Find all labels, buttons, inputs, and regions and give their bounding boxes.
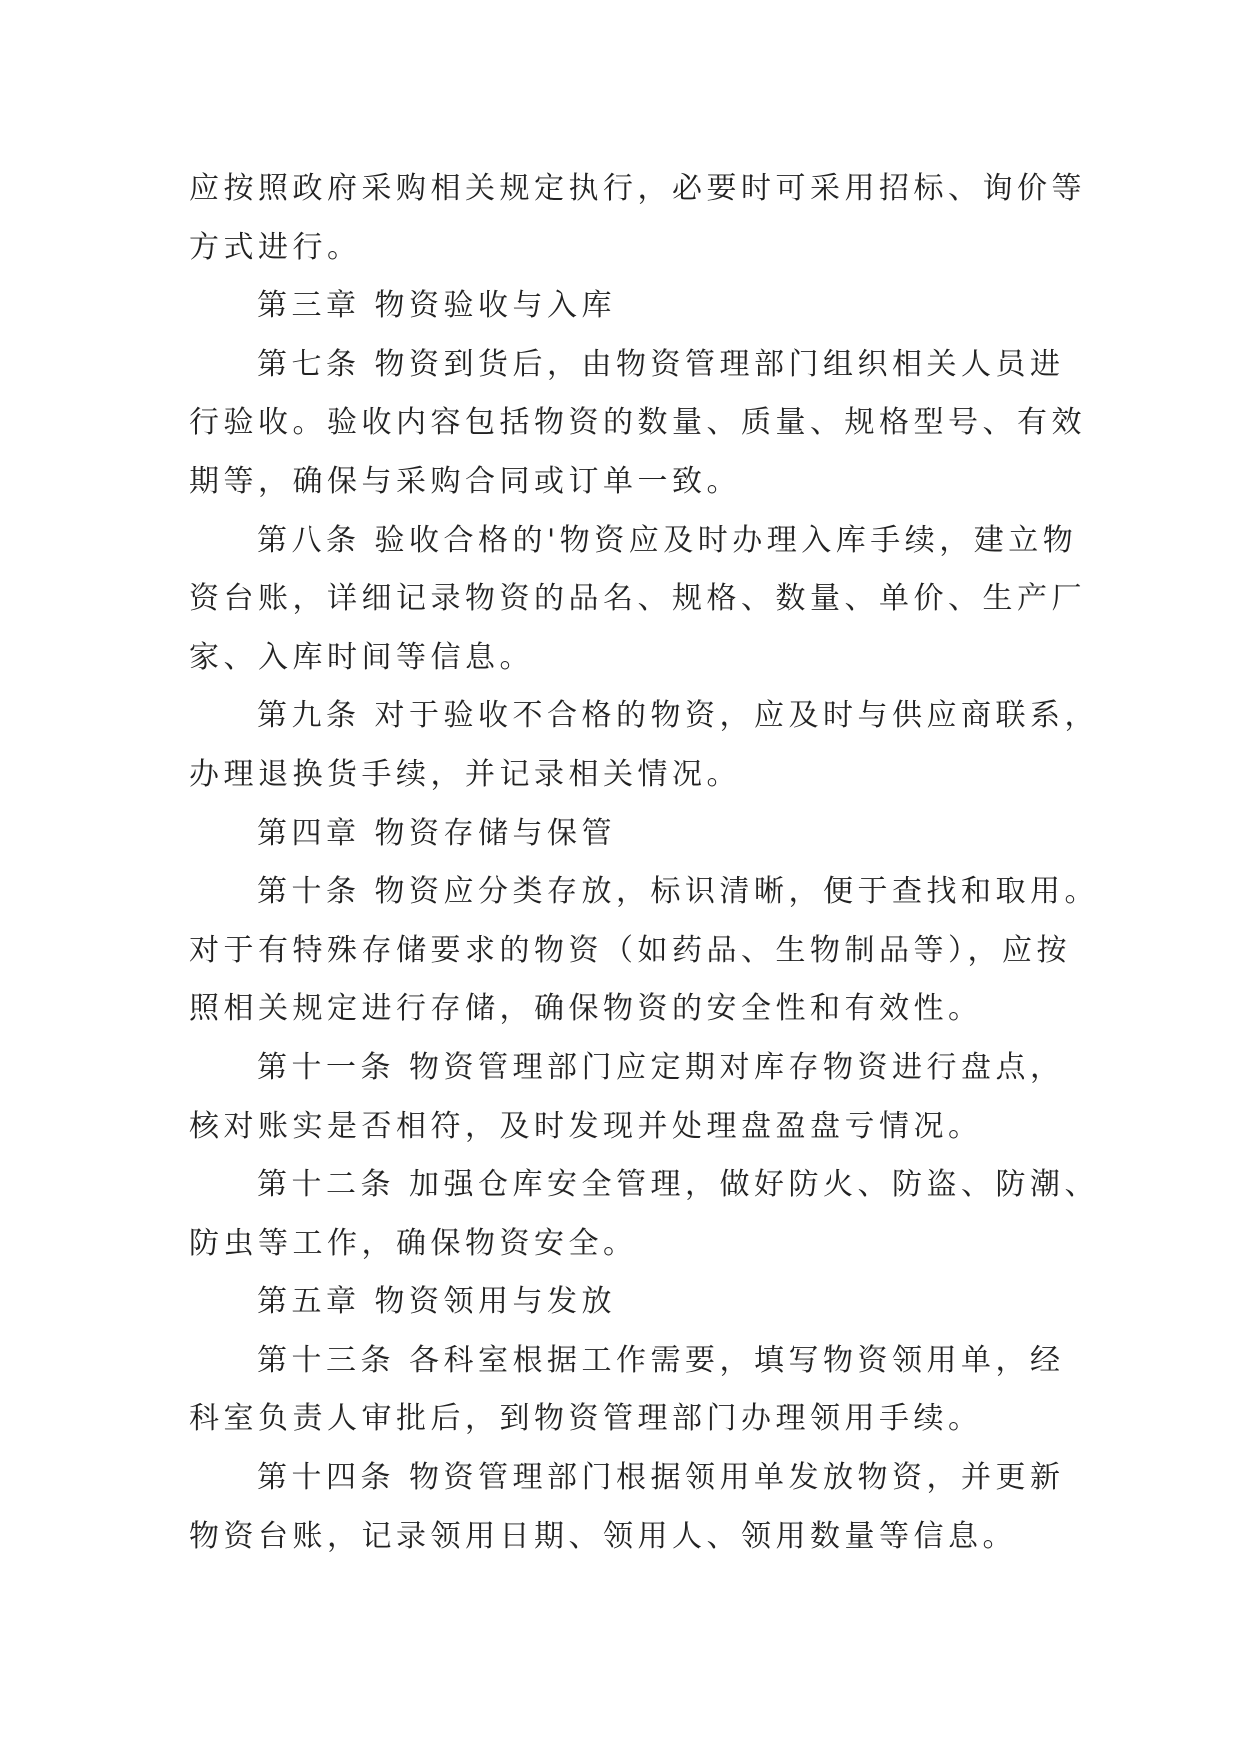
text-line: 家、入库时间等信息。 — [189, 639, 534, 675]
chapter-heading: 第三章 物资验收与入库 — [257, 288, 617, 324]
article-line: 第八条 验收合格的'物资应及时办理入库手续，建立物 — [257, 522, 1078, 558]
text-line: 期等，确保与采购合同或订单一致。 — [189, 463, 741, 499]
article-line: 第十三条 各科室根据工作需要，填写物资领用单，经 — [257, 1342, 1065, 1378]
text-line: 照相关规定进行存储，确保物资的安全性和有效性。 — [189, 991, 983, 1027]
text-line: 科室负责人审批后，到物资管理部门办理领用手续。 — [189, 1401, 983, 1437]
chapter-heading: 第五章 物资领用与发放 — [257, 1284, 617, 1320]
article-line: 第七条 物资到货后，由物资管理部门组织相关人员进 — [257, 346, 1065, 382]
article-line: 第十二条 加强仓库安全管理，做好防火、防盗、防潮、 — [257, 1167, 1100, 1203]
document-body — [189, 160, 1100, 1566]
text-line: 方式进行。 — [189, 229, 362, 265]
text-line: 核对账实是否相符，及时发现并处理盘盈盘亏情况。 — [189, 1108, 983, 1144]
chapter-heading: 第四章 物资存储与保管 — [257, 815, 617, 851]
text-line: 防虫等工作，确保物资安全。 — [189, 1225, 638, 1261]
article-line: 第十四条 物资管理部门根据领用单发放物资，并更新 — [257, 1460, 1065, 1496]
article-line: 第九条 对于验收不合格的物资，应及时与供应商联系， — [257, 698, 1100, 734]
text-line: 应按照政府采购相关规定执行，必要时可采用招标、询价等 — [189, 171, 1086, 206]
text-line: 资台账，详细记录物资的品名、规格、数量、单价、生产厂 — [189, 581, 1086, 617]
text-line: 办理退换货手续，并记录相关情况。 — [189, 756, 741, 792]
article-line: 第十条 物资应分类存放，标识清晰，便于查找和取用。 — [257, 874, 1100, 910]
text-line: 行验收。验收内容包括物资的数量、质量、规格型号、有效 — [189, 405, 1086, 441]
text-line: 对于有特殊存储要求的物资（如药品、生物制品等），应按 — [189, 932, 1071, 968]
article-line: 第十一条 物资管理部门应定期对库存物资进行盘点， — [257, 1049, 1065, 1085]
text-line: 物资台账，记录领用日期、领用人、领用数量等信息。 — [189, 1518, 1017, 1554]
